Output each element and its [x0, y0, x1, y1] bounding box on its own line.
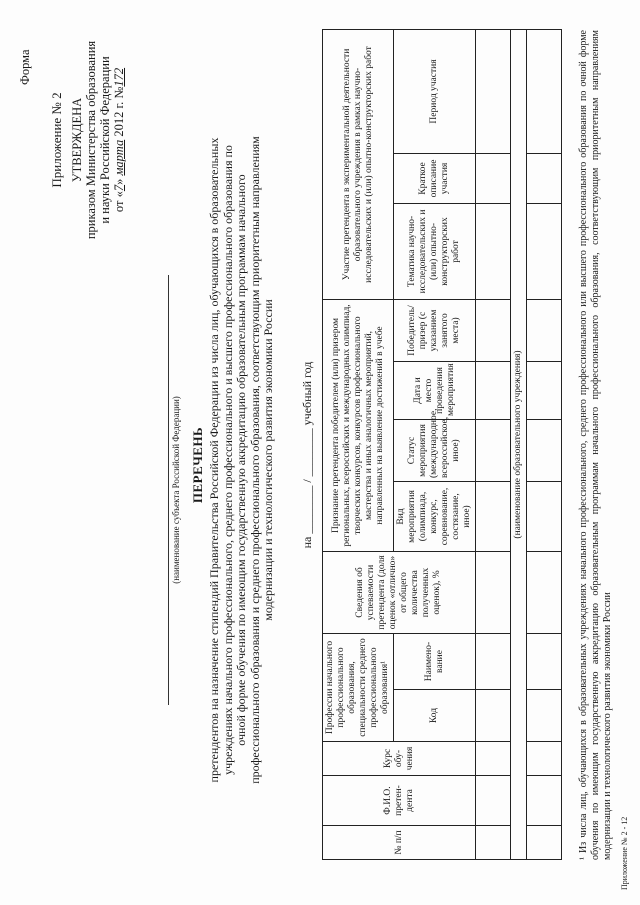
academic-year-line: на ________ / ________ учебный год [300, 361, 314, 549]
order-day: 7 [112, 184, 126, 192]
order-line-2: и науки Российской Федерации [98, 56, 112, 224]
header-event-type: Вид мероприятия (олимпиада, конкурс, соревнование, состязание, иное) [394, 482, 476, 552]
appendix-label: Приложение № 2 [49, 92, 64, 188]
candidates-table [322, 29, 562, 860]
table-row [476, 29, 511, 859]
footnote: ¹ Из числа лиц, обучающихся в образовательных учреждениях начального профессионального, среднего профессионального или высшего профессионального образования по очной форме обучения по имеющим государственную аккредитацию образовательным программам начального профессионального образования, соответствующим приоритетным направлениям модернизации и технологического развития экономики России [578, 30, 613, 860]
order-month: марта [112, 139, 126, 176]
table-row [527, 29, 562, 859]
header-profession: Профессии начального профессионального образования, специальности среднего профессионального образования¹ [323, 634, 394, 742]
subject-underline [168, 275, 169, 705]
header-experimental: Участие претендента в экспериментальной деятельности образовательного учреждения в рамках научно-исследовательских и (или) опытно-конструкторских работ [323, 29, 394, 299]
header-event-date: Дата и место проведения мероприятия [394, 362, 476, 420]
order-date-mid: » [112, 178, 126, 185]
order-date-prefix: от « [112, 191, 126, 213]
order-year: 2012 г. № [112, 86, 126, 137]
approval-block [50, 35, 126, 245]
subject-caption: (наименование субъекта Российской Федерации) [171, 396, 181, 584]
header-period: Период участия [394, 29, 476, 153]
org-caption-row [511, 29, 527, 859]
document-title: ПЕРЕЧЕНЬ [190, 426, 205, 504]
order-date-line [112, 35, 126, 245]
header-recognition: Признание претендента победителем (или) призером региональных, всероссийских и международных олимпиад, творческих конкурсов, конкурсов профессионального мастерства и иных аналогичных мероприятий, направленных на выявление достижений в учебе [323, 299, 394, 551]
header-fio: Ф.И.О. претен-дента [323, 776, 476, 826]
header-course: Курс обу-чения [323, 742, 476, 776]
header-topic: Тематика научно-исследовательских и (или) опытно-конструкторских работ [394, 203, 476, 299]
header-event-status: Статус мероприятия (международное, всероссийское, иное) [394, 420, 476, 482]
form-label: Форма [18, 49, 32, 85]
header-performance: Сведения об успеваемости претендента (доля оценок «отлично» от общего количества полученных оценок), % [323, 552, 476, 634]
org-caption: (наименование образовательного учреждения) [511, 29, 527, 859]
header-code: Код [394, 690, 476, 742]
header-brief: Краткое описание участия [394, 153, 476, 203]
header-num: № п/п [323, 826, 476, 860]
order-line-1: приказом Министерства образования [84, 40, 98, 240]
header-name: Наимено-вание [394, 634, 476, 690]
document-description: претендентов на назначение стипендий Правительства Российской Федерации из числа лиц, обучающихся в образовательных учреждениях начального профессионального, среднего профессионального и высшего профессионального образования по очной форме обучения по имеющим государственную аккредитацию образовательным программам начального профессионального образования и среднего профессионального образования, соответствующим приоритетным направлениям модернизации и технологического развития экономики России [207, 136, 275, 784]
order-number: 172 [112, 67, 126, 87]
approved-label: УТВЕРЖДЕНА [70, 97, 84, 183]
page-footer: Приложение № 2 - 12 [620, 816, 629, 890]
header-event-winner: Победитель/ призер (с указанием занятого места) [394, 299, 476, 361]
